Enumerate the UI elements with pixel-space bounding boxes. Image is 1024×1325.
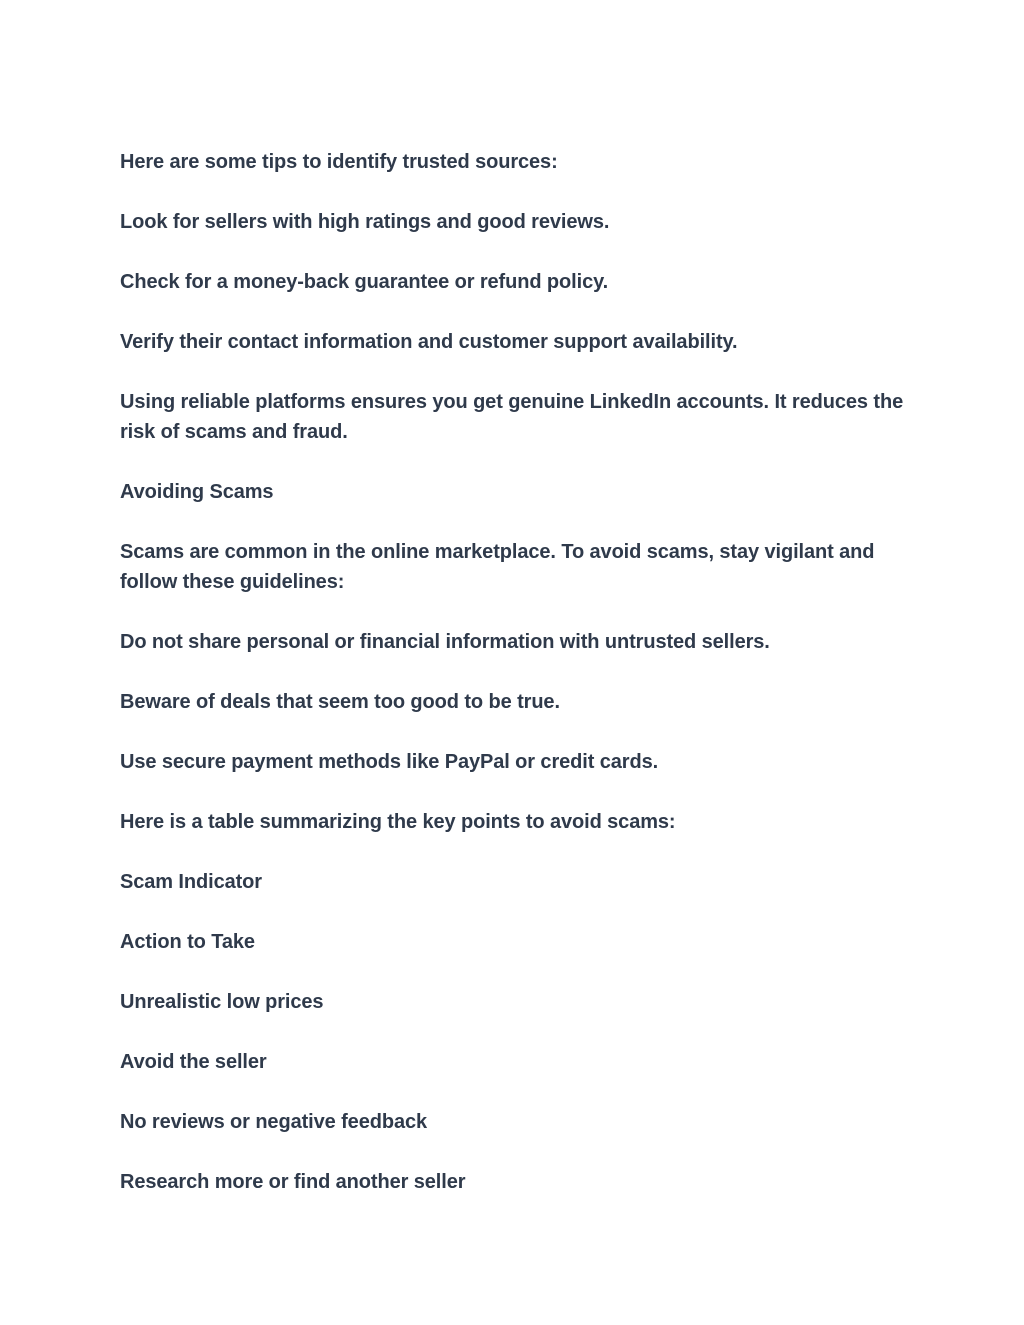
tip-refund-policy: Check for a money-back guarantee or refund policy. xyxy=(120,271,609,293)
guideline-too-good-deals: Beware of deals that seem too good to be true. xyxy=(120,691,560,713)
intro-trusted-sources: Here are some tips to identify trusted sources: xyxy=(120,151,558,173)
section-heading-avoiding-scams: Avoiding Scams xyxy=(120,481,274,503)
table-cell-avoid-seller: Avoid the seller xyxy=(120,1051,267,1073)
table-header-action: Action to Take xyxy=(120,931,255,953)
table-cell-research-more: Research more or find another seller xyxy=(120,1171,466,1193)
reliable-platforms-paragraph: Using reliable platforms ensures you get genuine LinkedIn accounts. It reduces the risk of scams and fraud. xyxy=(120,391,904,443)
table-header-scam-indicator: Scam Indicator xyxy=(120,871,262,893)
guideline-personal-info: Do not share personal or financial information with untrusted sellers. xyxy=(120,631,770,653)
guideline-secure-payment: Use secure payment methods like PayPal or credit cards. xyxy=(120,751,659,773)
table-cell-low-prices: Unrealistic low prices xyxy=(120,991,324,1013)
table-intro: Here is a table summarizing the key points to avoid scams: xyxy=(120,811,676,833)
tip-high-ratings: Look for sellers with high ratings and good reviews. xyxy=(120,211,610,233)
scams-intro-paragraph: Scams are common in the online marketplace. To avoid scams, stay vigilant and follow these guidelines: xyxy=(120,541,875,593)
document-page xyxy=(120,147,910,1227)
table-cell-no-reviews: No reviews or negative feedback xyxy=(120,1111,428,1133)
tip-contact-info: Verify their contact information and customer support availability. xyxy=(120,331,738,353)
